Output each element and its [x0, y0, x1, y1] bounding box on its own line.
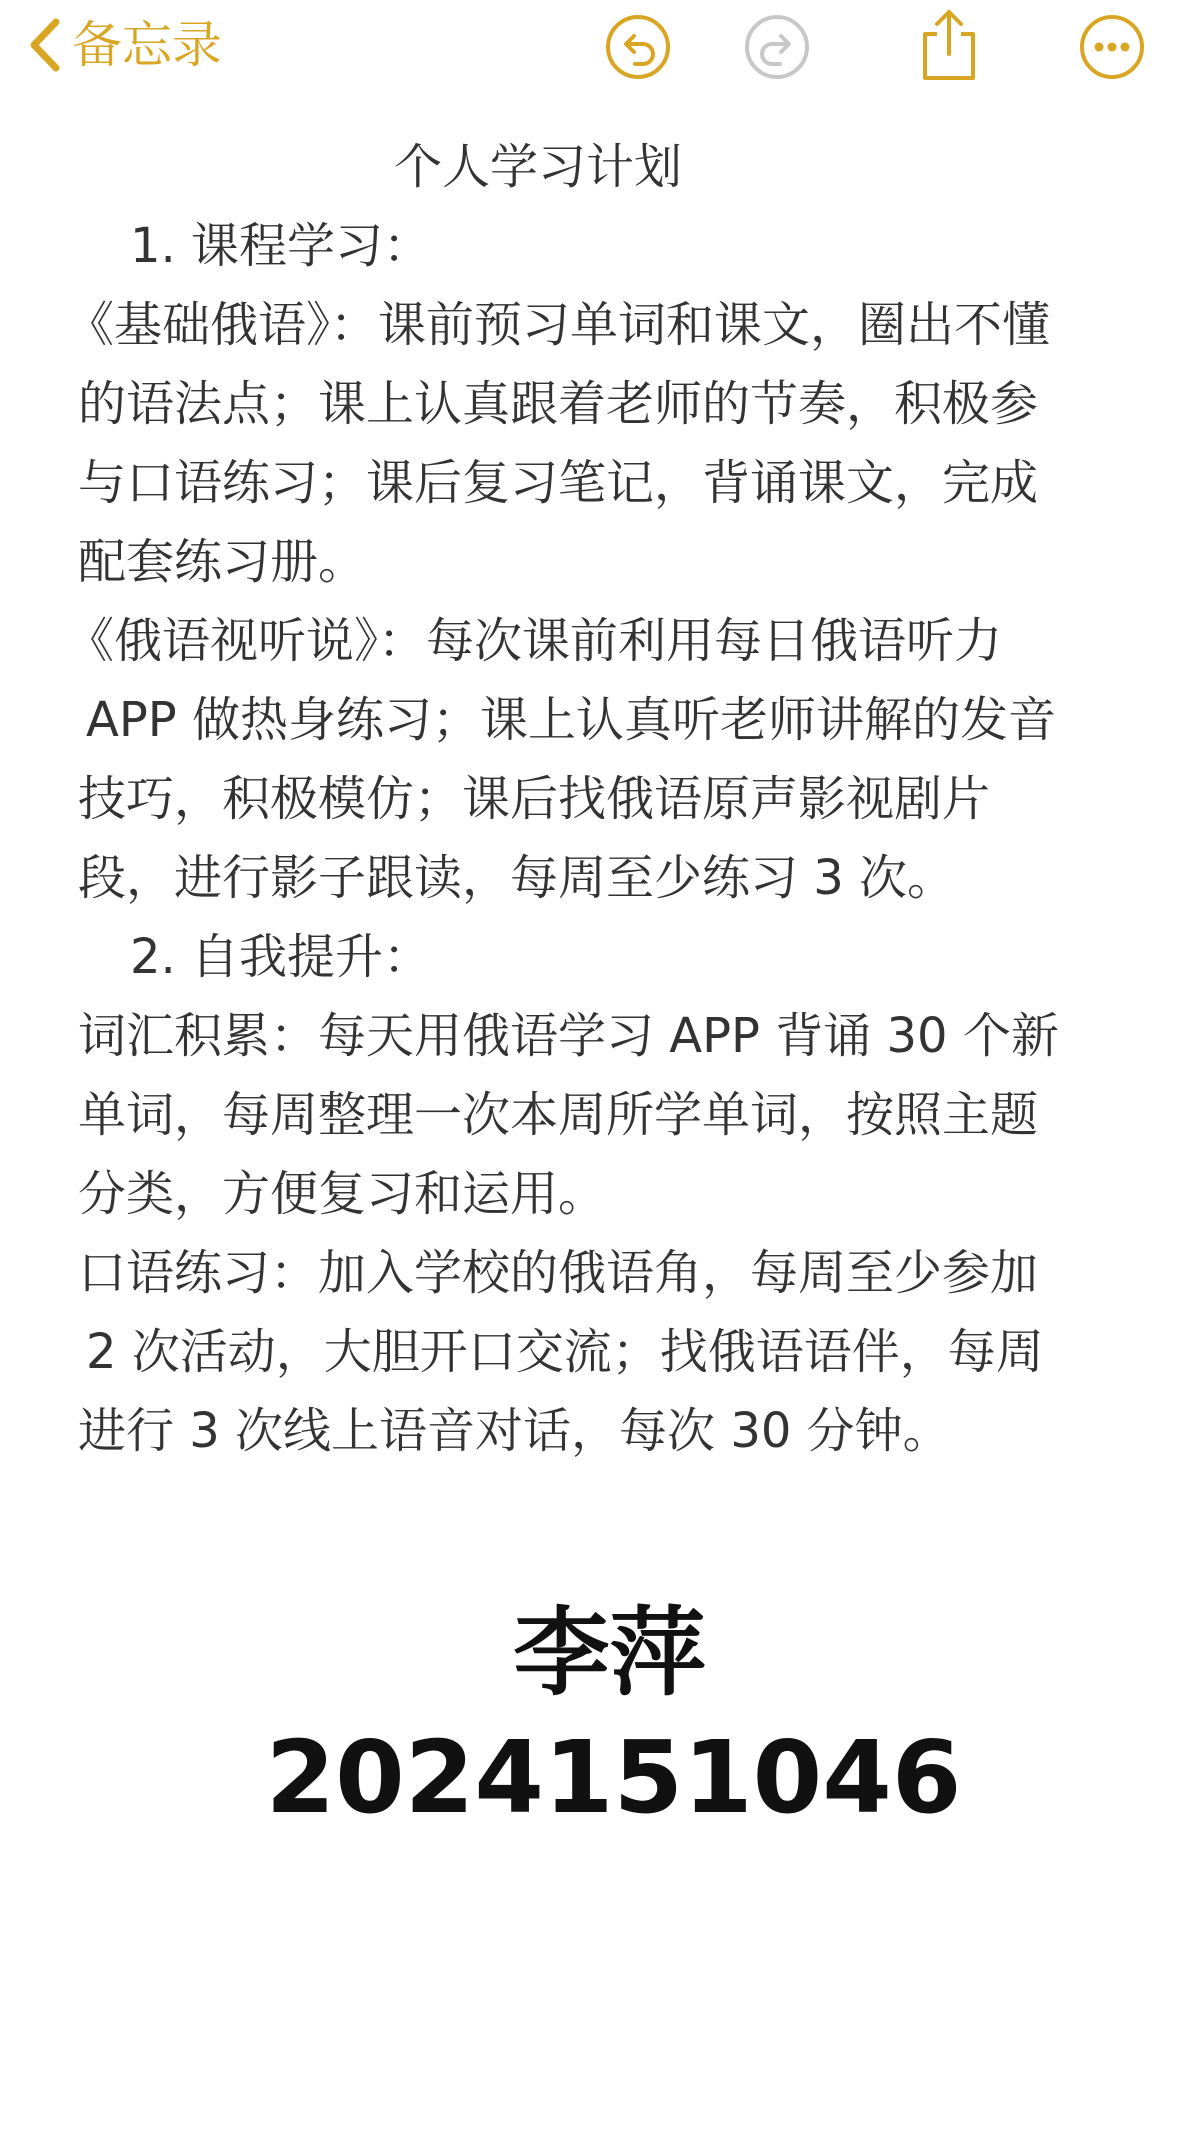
- note-body[interactable]: [66, 128, 1118, 1471]
- paragraph-basic-russian: [66, 286, 1118, 602]
- text-line: 段，进行影子跟读，每周至少练习 3 次。: [78, 850, 956, 906]
- text-line: 技巧，积极模仿；课后找俄语原声影视剧片: [78, 771, 991, 827]
- signature-student-id: 2024151046: [265, 1719, 962, 1836]
- chevron-left-icon: [26, 14, 66, 76]
- share-icon: [917, 6, 981, 84]
- text-line: 的语法点；课上认真跟着老师的节奏，积极参: [78, 376, 1039, 432]
- redo-button[interactable]: [742, 12, 812, 82]
- back-label: 备忘录: [72, 16, 222, 74]
- text-line: 配套练习册。: [78, 534, 367, 590]
- paragraph-vocabulary: [78, 997, 1118, 1234]
- text-line: 进行 3 次线上语音对话，每次 30 分钟。: [78, 1403, 951, 1459]
- paragraph-audiovisual-russian: [66, 602, 1118, 918]
- text-line: 词汇积累：每天用俄语学习 APP 背诵 30 个新: [78, 1008, 1059, 1064]
- signature-name: 李萍: [513, 1597, 706, 1709]
- section-heading-self-improvement: 2. 自我提升：: [130, 929, 432, 985]
- back-button[interactable]: [26, 14, 222, 76]
- navigation-bar: [0, 0, 1179, 100]
- text-line: 口语练习：加入学校的俄语角，每周至少参加: [78, 1245, 1039, 1301]
- more-button[interactable]: [1077, 12, 1147, 82]
- more-icon: [1077, 12, 1147, 82]
- undo-button[interactable]: [603, 12, 673, 82]
- redo-icon: [742, 12, 812, 82]
- note-title: 个人学习计划: [394, 139, 683, 195]
- paragraph-speaking: [78, 1234, 1118, 1471]
- text-line: 《基础俄语》：课前预习单词和课文，圈出不懂: [66, 297, 1051, 353]
- text-line: 分类，方便复习和运用。: [78, 1166, 607, 1222]
- text-line: 2 次活动，大胆开口交流；找俄语语伴，每周: [86, 1324, 1044, 1380]
- text-line: 《俄语视听说》：每次课前利用每日俄语听力: [66, 613, 1003, 669]
- text-line: APP 做热身练习；课上认真听老师讲解的发音: [86, 692, 1056, 748]
- section-heading-courses: 1. 课程学习：: [130, 218, 432, 274]
- text-line: 单词，每周整理一次本周所学单词，按照主题: [78, 1087, 1039, 1143]
- share-button[interactable]: [917, 6, 981, 84]
- undo-icon: [603, 12, 673, 82]
- text-line: 与口语练习；课后复习笔记，背诵课文，完成: [78, 455, 1039, 511]
